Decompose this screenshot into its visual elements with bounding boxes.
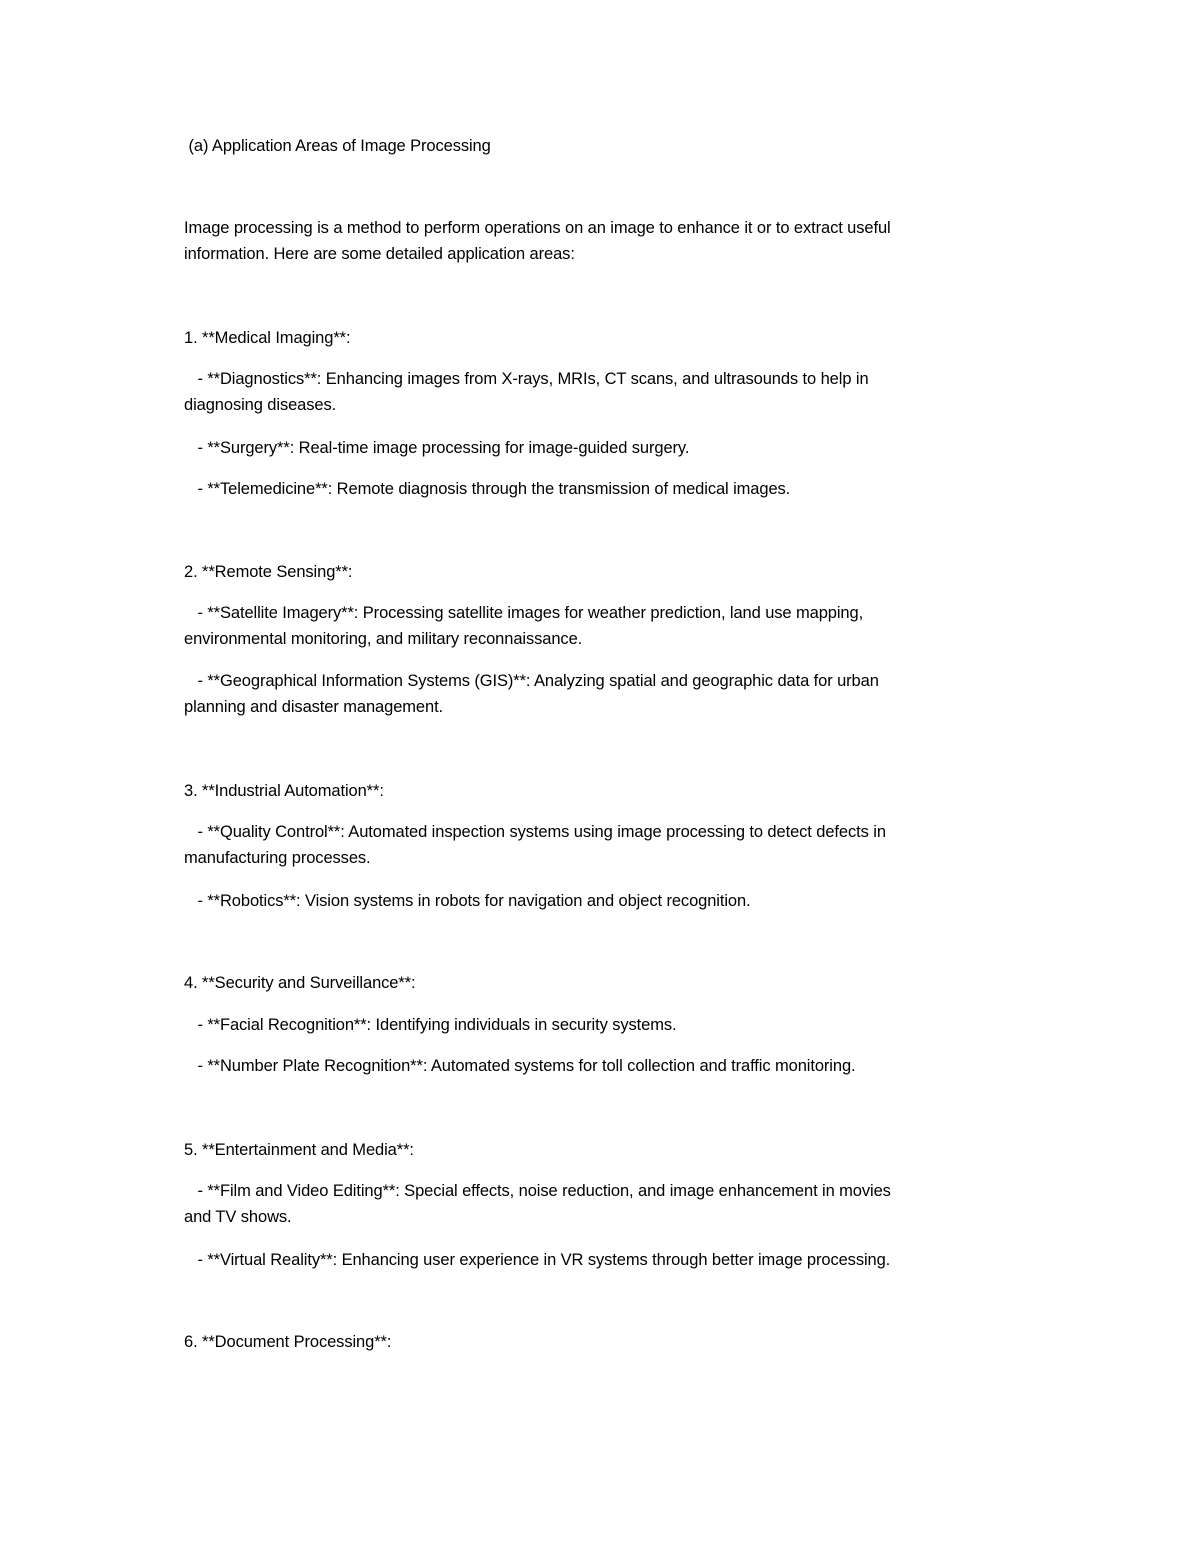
list-item-gis: - **Geographical Information Systems (GIS)**: Analyzing spatial and geographic data for urban [184,672,879,690]
section-title-industrial-automation: 3. **Industrial Automation**: [184,782,384,800]
list-item-quality-control-cont: manufacturing processes. [184,849,371,867]
list-item-gis-cont: planning and disaster management. [184,698,444,716]
list-item-virtual-reality: - **Virtual Reality**: Enhancing user experience in VR systems through better image processing. [184,1251,891,1269]
list-item-diagnostics: - **Diagnostics**: Enhancing images from X-rays, MRIs, CT scans, and ultrasounds to help in [184,370,869,388]
list-item-facial-recognition: - **Facial Recognition**: Identifying individuals in security systems. [184,1016,677,1034]
section-title-entertainment-media: 5. **Entertainment and Media**: [184,1141,414,1159]
intro-line: Image processing is a method to perform operations on an image to enhance it or to extract useful [184,219,891,237]
list-item-satellite-imagery: - **Satellite Imagery**: Processing satellite images for weather prediction, land use mapping, [184,604,864,622]
list-item-robotics: - **Robotics**: Vision systems in robots for navigation and object recognition. [184,892,751,910]
list-item-satellite-imagery-cont: environmental monitoring, and military reconnaissance. [184,630,583,648]
list-item-diagnostics-cont: diagnosing diseases. [184,396,337,414]
section-title-security-surveillance: 4. **Security and Surveillance**: [184,974,416,992]
list-item-film-video-editing-cont: and TV shows. [184,1208,292,1226]
intro-line: information. Here are some detailed application areas: [184,245,575,263]
list-item-quality-control: - **Quality Control**: Automated inspection systems using image processing to detect defects in [184,823,886,841]
list-item-number-plate-recognition: - **Number Plate Recognition**: Automated systems for toll collection and traffic monitoring. [184,1057,856,1075]
list-item-telemedicine: - **Telemedicine**: Remote diagnosis through the transmission of medical images. [184,480,791,498]
list-item-film-video-editing: - **Film and Video Editing**: Special effects, noise reduction, and image enhancement in movies [184,1182,891,1200]
section-title-document-processing: 6. **Document Processing**: [184,1333,392,1351]
list-item-surgery: - **Surgery**: Real-time image processing for image-guided surgery. [184,439,690,457]
section-title-medical-imaging: 1. **Medical Imaging**: [184,329,351,347]
document-heading: (a) Application Areas of Image Processing [184,137,491,155]
section-title-remote-sensing: 2. **Remote Sensing**: [184,563,353,581]
